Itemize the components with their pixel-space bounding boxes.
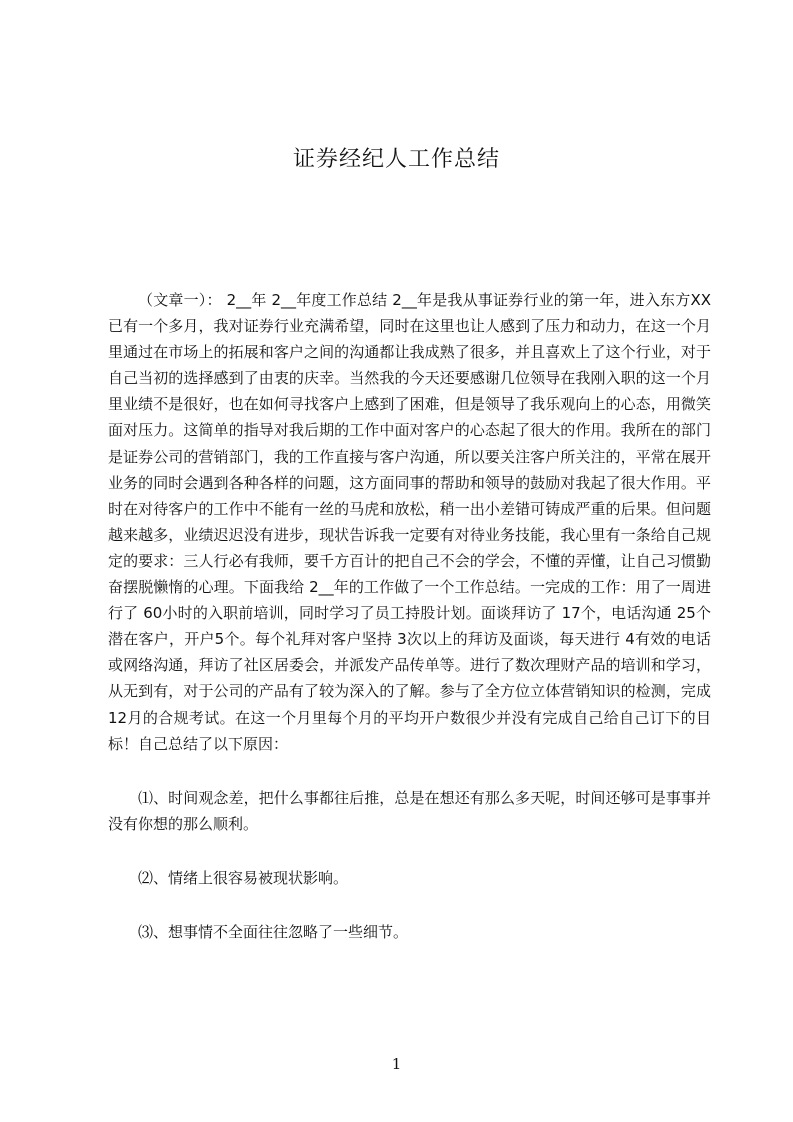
document-body bbox=[108, 287, 711, 945]
page-number: 1 bbox=[391, 1055, 402, 1073]
paragraph-spacer bbox=[108, 837, 711, 865]
intro-paragraph: （文章一）： 2__年 2__年度工作总结 2__年是我从事证券行业的第一年，进入东方XX已有一个多月，我对证券行业充满希望，同时在这里也让人感到了压力和动力，在这一个月里通过在市场上的拓展和客户之间的沟通都让我成熟了很多，并且喜欢上了这个行业，对于自己当初的选择感到了由衷的庆幸。当然我的今天还要感谢几位领导在我刚入职的这一个月里业绩不是很好，也在如何寻找客户上感到了困难，但是领导了我乐观向上的心态，用微笑面对压力。这简单的指导对我后期的工作中面对客户的心态起了很大的作用。我所在的部门是证券公司的营销部门，我的工作直接与客户沟通，所以要关注客户所关注的，平常在展开业务的同时会遇到各种各样的问题，这方面同事的帮助和领导的鼓励对我起了很大作用。平时在对待客户的工作中不能有一丝的马虎和放松，稍一出小差错可铸成严重的后果。但问题越来越多，业绩迟迟没有进步，现状告诉我一定要有对待业务技能，我心里有一条给自己规定的要求：三人行必有我师，要千方百计的把自己不会的学会，不懂的弄懂，让自己习惯勤奋摆脱懒惰的心理。下面我给 2__年的工作做了一个工作总结。一完成的工作：用了一周进行了 60小时的入职前培训，同时学习了员工持股计划。面谈拜访了 17个，电话沟通 25个潜在客户，开户5个。每个礼拜对客户坚持 3次以上的拜访及面谈，每天进行 4有效的电话或网络沟通，拜访了社区居委会，并派发产品传单等。进行了数次理财产品的培训和学习，从无到有，对于公司的产品有了较为深入的了解。参与了全方位立体营销知识的检测，完成12月的合规考试。在这一个月里每个月的平均开户数很少并没有完成自己给自己订下的目标！自己总结了以下原因： bbox=[108, 291, 711, 753]
paragraph-spacer bbox=[108, 891, 711, 919]
reason-item-1: ⑴、时间观念差，把什么事都往后推，总是在想还有那么多天呢，时间还够可是事事并没有你想的那么顺利。 bbox=[108, 788, 711, 833]
document-title: 证券经纪人工作总结 bbox=[292, 147, 500, 172]
reason-item-3: ⑶、想事情不全面往往忽略了一些细节。 bbox=[138, 922, 409, 941]
reason-item-2: ⑵、情绪上很容易被现状影响。 bbox=[138, 868, 349, 887]
paragraph-spacer bbox=[108, 757, 711, 785]
